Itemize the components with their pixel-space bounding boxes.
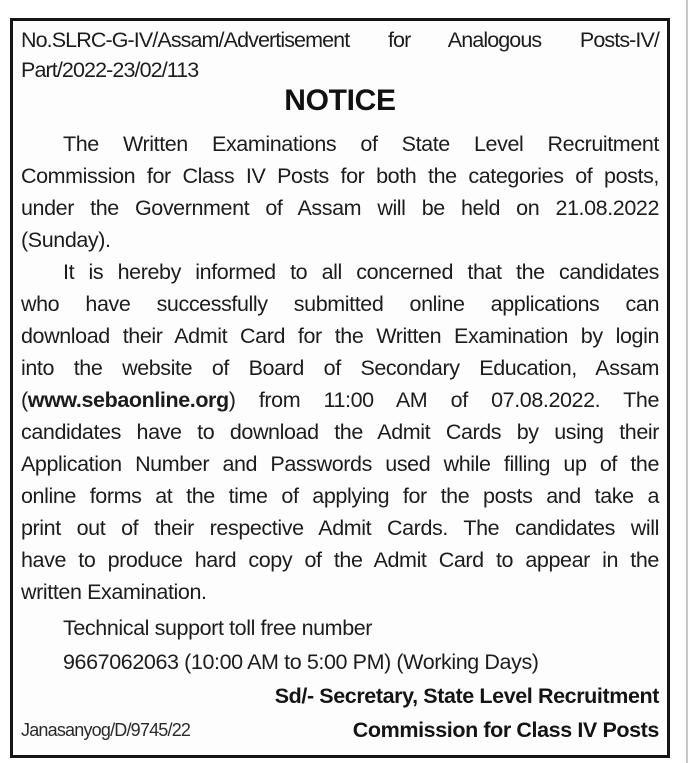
- notice-box: [10, 18, 670, 758]
- paragraph-2-line: online forms at the time of applying for the posts and take a: [21, 484, 659, 508]
- signature-line-1: Sd/- Secretary, State Level Recruitment: [274, 684, 659, 708]
- paragraph-1-line: under the Government of Assam will be held on 21.08.2022: [21, 196, 659, 220]
- paragraph-2-text: ) from 11:00 AM of 07.08.2022. The: [228, 388, 659, 412]
- paragraph-1-line: (Sunday).: [21, 228, 111, 252]
- support-phone-details: 9667062063 (10:00 AM to 5:00 PM) (Working Days): [63, 650, 539, 674]
- paren-open: (: [21, 388, 28, 412]
- paragraph-2-line: It is hereby informed to all concerned that the candidates: [63, 260, 659, 284]
- paragraph-2-line: have to produce hard copy of the Admit Card to appear in the: [21, 548, 659, 572]
- page-edge-line: [686, 0, 688, 763]
- notice-content: [21, 25, 659, 751]
- paragraph-2-line: written Examination.: [21, 580, 207, 604]
- paragraph-2-line: candidates have to download the Admit Cards by using their: [21, 420, 659, 444]
- paragraph-2-line-website: [21, 385, 659, 415]
- signature-line-2: Commission for Class IV Posts: [352, 718, 659, 742]
- paragraph-2-line: print out of their respective Admit Cards. The candidates will: [21, 516, 659, 540]
- notice-title: NOTICE: [284, 84, 396, 117]
- support-label: Technical support toll free number: [63, 616, 373, 640]
- paragraph-1-line: The Written Examinations of State Level Recruitment: [63, 132, 659, 156]
- reference-number-line-2: Part/2022-23/02/113: [21, 58, 199, 82]
- paragraph-2-line: into the website of Board of Secondary Education, Assam: [21, 356, 659, 380]
- website-link[interactable]: www.sebaonline.org: [27, 388, 229, 412]
- publicity-code: Janasanyog/D/9745/22: [21, 720, 191, 740]
- paragraph-2-line: Application Number and Passwords used while filling up of the: [21, 452, 659, 476]
- reference-number-line-1: No.SLRC-G-IV/Assam/Advertisement for Analogous Posts-IV/: [21, 28, 659, 52]
- paragraph-2-line: who have successfully submitted online applications can: [21, 292, 659, 316]
- paragraph-2-line: download their Admit Card for the Written Examination by login: [21, 324, 659, 348]
- paragraph-1-line: Commission for Class IV Posts for both the categories of posts,: [21, 164, 659, 188]
